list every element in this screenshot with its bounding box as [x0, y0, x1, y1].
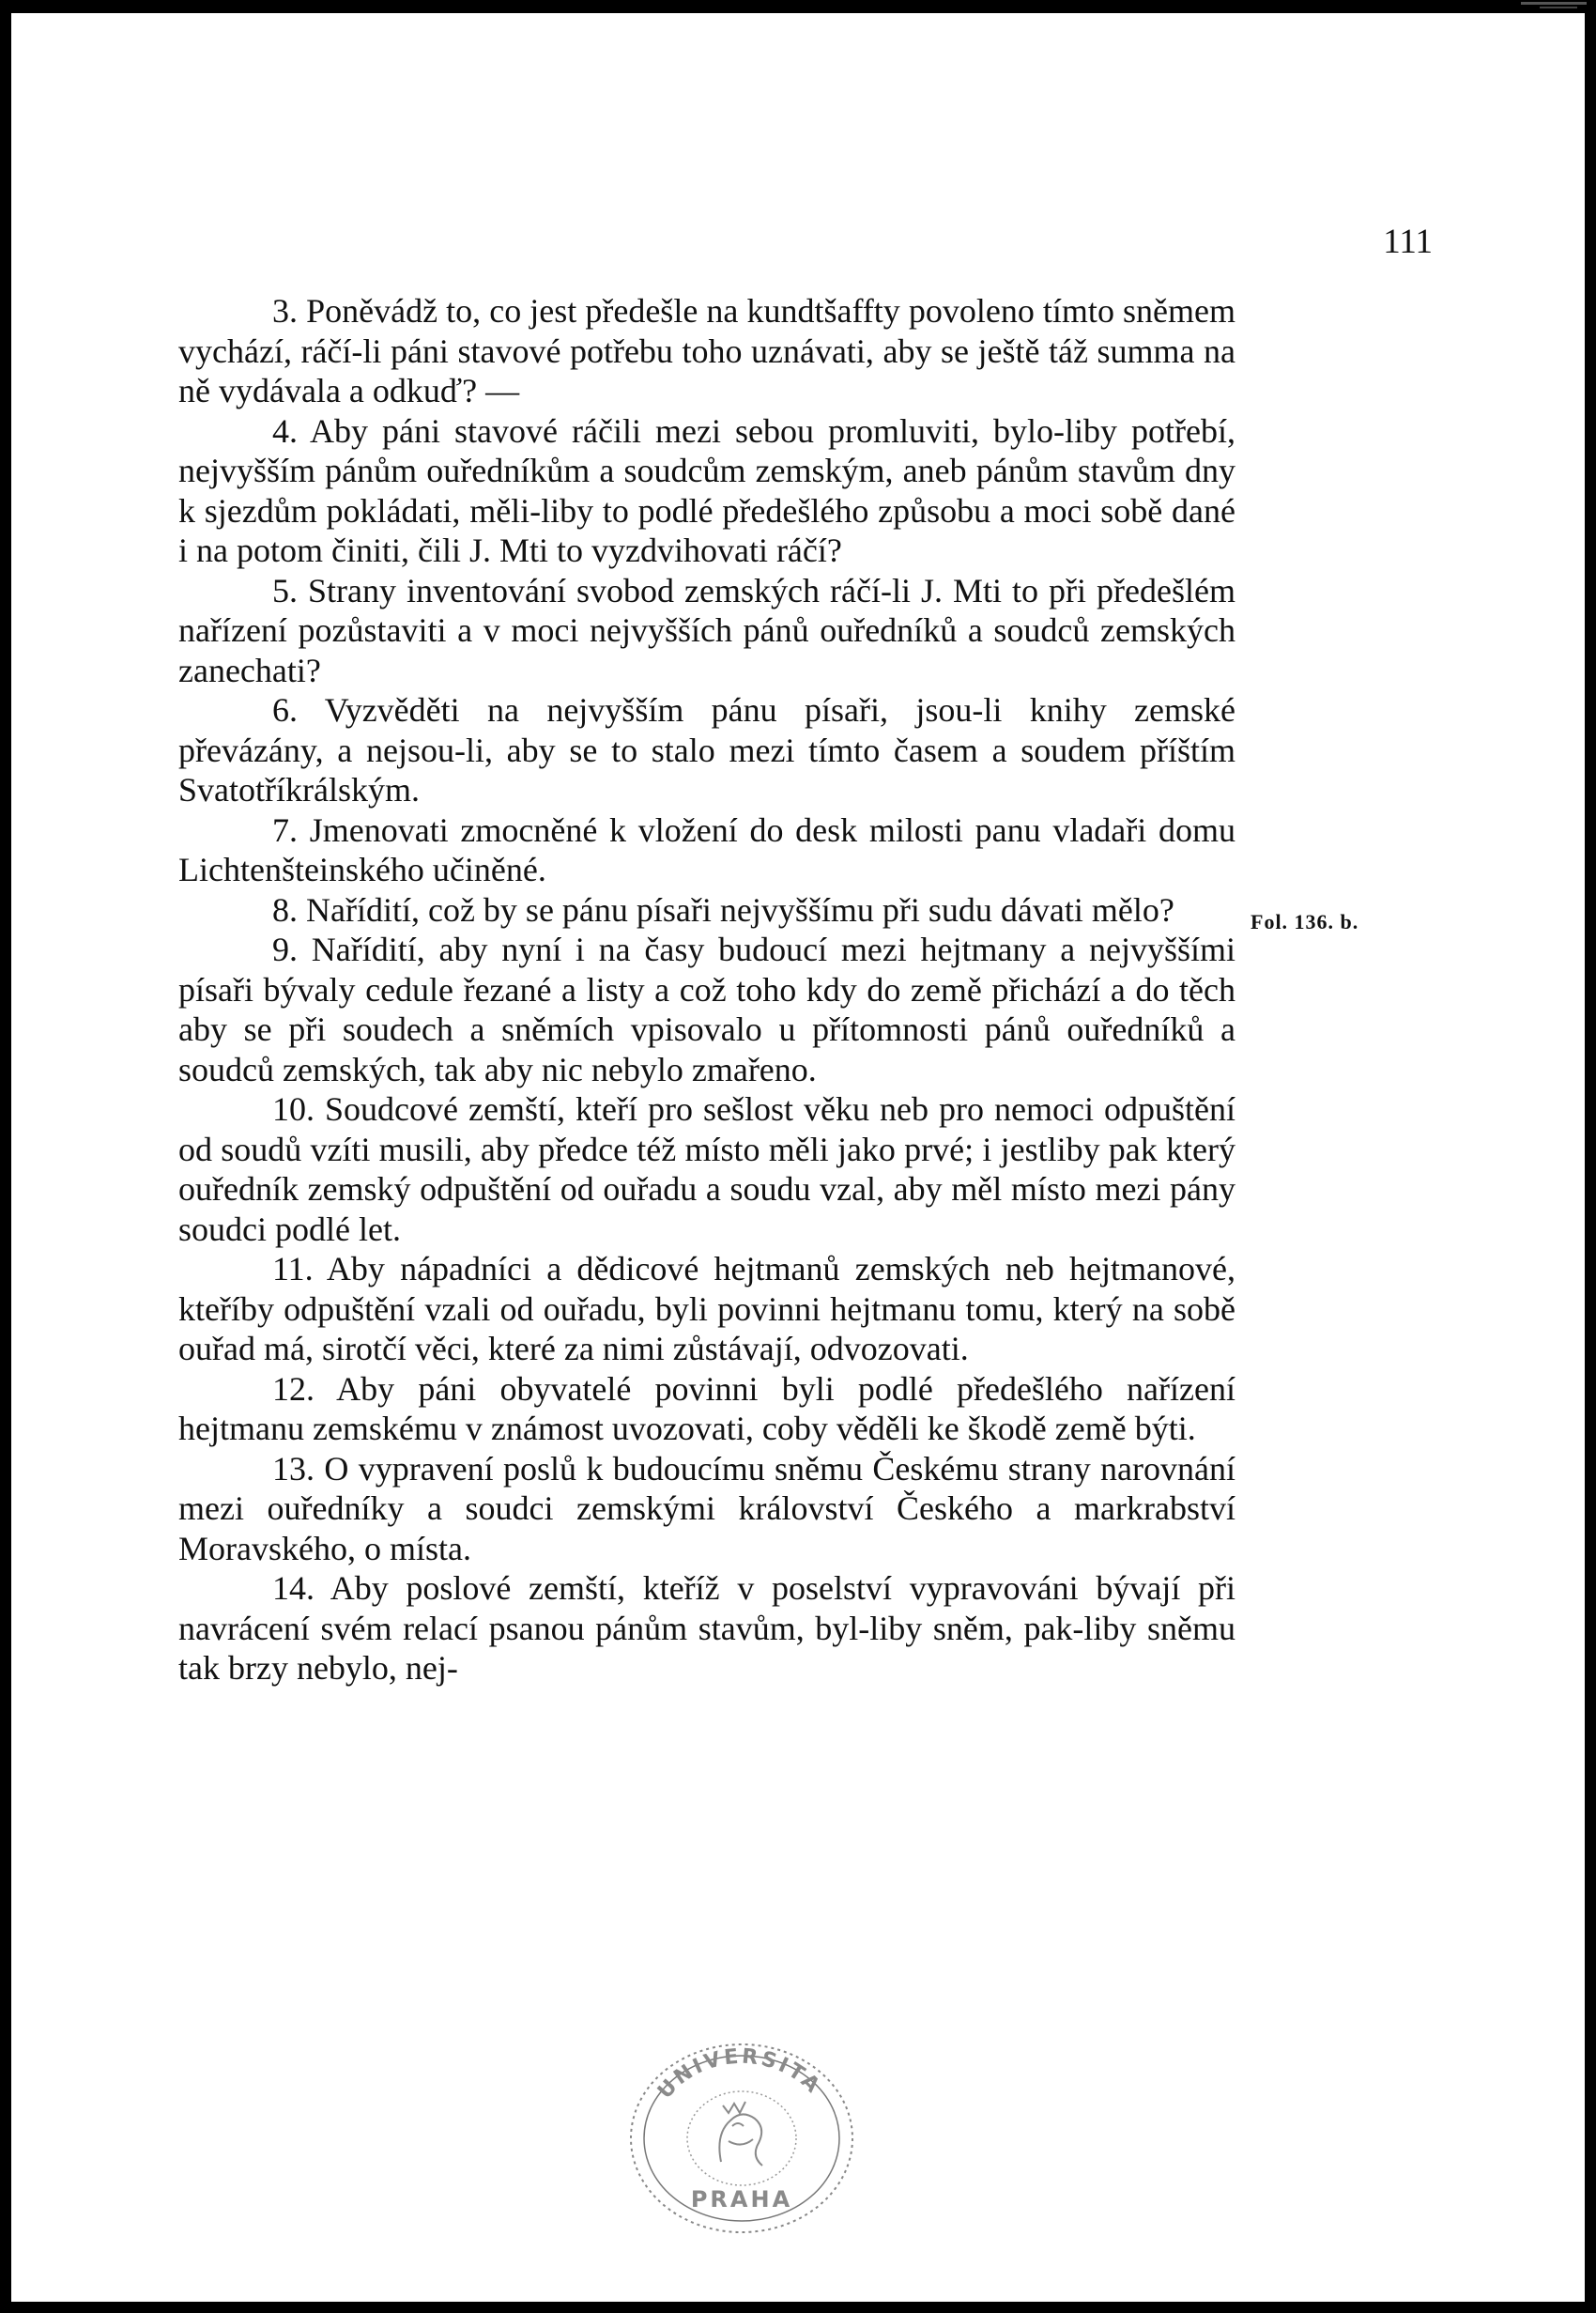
svg-text:UNIVERSITA: [653, 2045, 826, 2104]
paragraph-6: 6. Vyzvěděti na nejvyšším pánu písaři, jsou-li knihy zemské převázány, a nejsou-li, aby se to stalo mezi tímto časem a soudem příštím Svatotříkrálským.: [178, 691, 1235, 809]
stamp-ring-text: UNIVERSITA: [653, 2044, 826, 2104]
paragraph-3: 3. Poněvádž to, co jest předešle na kundtšaffty povoleno tímto sněmem vychází, ráčí-li páni stavové potřebu toho uznávati, aby se ještě táž summa na ně vydávala a odkuď? —: [178, 292, 1235, 409]
paragraph-4: 4. Aby páni stavové ráčili mezi sebou promluviti, bylo-liby potřebí, nejvyšším pánům ouředníkům a soudcům zemským, aneb pánům stavům dny k sjezdům pokládati, měli-liby to podlé předešlého způsobu a moci sobě dané i na potom činiti, čili J. Mti to vyzdvihovati ráčí?: [178, 411, 1235, 569]
stamp-city-text: PRAHA: [690, 2186, 793, 2213]
page-number: 111: [1383, 223, 1433, 261]
paragraph-5: 5. Strany inventování svobod zemských ráčí-li J. Mti to při předešlém nařízení pozůstaviti a v moci nejvyšších pánů ouředníků a soudců zemských zanechati?: [178, 571, 1235, 689]
document-page: [11, 13, 1585, 2302]
paragraph-11: 11. Aby nápadníci a dědicové hejtmanů zemských neb hejtmanové, kteříby odpuštění vzali od ouřadu, byli povinni hejtmanu tomu, který na sobě ouřad má, sirotčí věci, které za nimi zůstávají, odvozovati.: [178, 1250, 1235, 1367]
paragraph-14: 14. Aby poslové zemští, kteříž v poselství vypravováni bývají při navrácení svém relací psanou pánům stavům, byl-liby sněm, pak-liby sněmu tak brzy nebylo, nej-: [178, 1569, 1235, 1687]
paragraph-13: 13. O vypravení poslů k budoucímu sněmu Českému strany narovnání mezi ouředníky a soudci zemskými království Českého a markrabství Moravského, o místa.: [178, 1449, 1235, 1567]
paragraph-12: 12. Aby páni obyvatelé povinni byli podlé předešlého nařízení hejtmanu zemskému v známost uvozovati, coby věděli ke škodě země býti.: [178, 1369, 1235, 1447]
paragraph-7: 7. Jmenovati zmocněné k vložení do desk milosti panu vladaři domu Lichtenšteinského učiněné.: [178, 810, 1235, 888]
paragraph-9: 9. Nařídití, aby nyní i na časy budoucí mezi hejtmany a nejvyššími písaři bývaly cedule řezané a listy a což toho kdy do země přichází a do těch aby se při soudech a sněmích vpisovalo u přítomnosti pánů ouředníků a soudců zemských, tak aby nic nebylo zmařeno.: [178, 931, 1235, 1088]
library-stamp-icon: [601, 2040, 882, 2237]
folio-margin-note: Fol. 136. b.: [1251, 910, 1359, 933]
scan-edge-marks: [1512, 0, 1596, 11]
lion-emblem-icon: [719, 2102, 762, 2166]
paragraph-8: 8. Nařídití, což by se pánu písaři nejvyššímu při sudu dávati mělo?: [272, 890, 1174, 929]
body-text: [178, 291, 1235, 1688]
paragraph-10: 10. Soudcové zemští, kteří pro sešlost věku neb pro nemoci odpuštění od soudů vzíti musili, aby předce též místo měli jako prvé; i jestliby pak který ouředník zemský odpuštění od ouřadu a soudu vzal, aby měl místo mezi pány soudci podlé let.: [178, 1090, 1235, 1248]
